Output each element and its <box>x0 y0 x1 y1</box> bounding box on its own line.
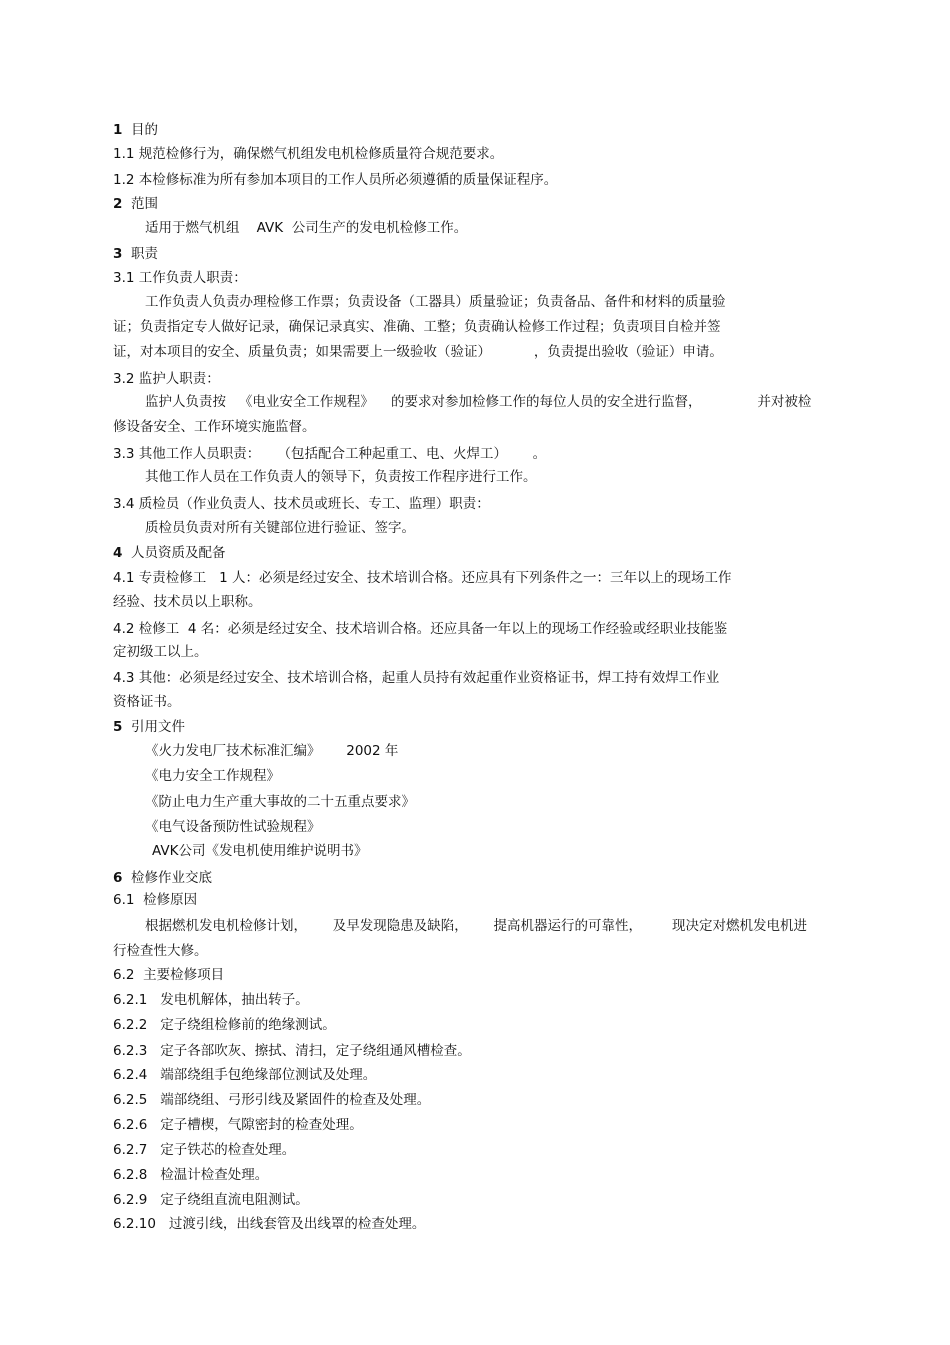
clause-6-1: 6.1 检修原因 <box>113 892 198 908</box>
clause-1-2: 1.2 本检修标准为所有参加本项目的工作人员所必须遵循的质量保证程序。 <box>113 172 558 188</box>
list-item: 6.2.1 发电机解体，抽出转子。 <box>113 992 309 1008</box>
paragraph-line: 监护人负责按 《电业安全工作规程》 的要求对参加检修工作的每位人员的安全进行监督， 并对被检 <box>145 394 812 410</box>
clause-3-2: 3.2 监护人职责： <box>113 371 220 387</box>
list-item: 6.2.2 定子绕组检修前的绝缘测试。 <box>113 1017 336 1033</box>
paragraph-line: 工作负责人负责办理检修工作票；负责设备（工器具）质量验证；负责备品、备件和材料的质量验 <box>145 294 726 310</box>
clause-3-3: 3.3 其他工作人员职责： （包括配合工种起重工、电、火焊工） 。 <box>113 446 547 462</box>
paragraph-line: 经验、技术员以上职称。 <box>113 594 262 610</box>
list-item: 6.2.3 定子各部吹灰、擦拭、清扫，定子绕组通风槽检查。 <box>113 1043 471 1059</box>
list-item: 6.2.5 端部绕组、弓形引线及紧固件的检查及处理。 <box>113 1092 431 1108</box>
list-item: 6.2.7 定子铁芯的检查处理。 <box>113 1142 296 1158</box>
heading-briefing: 6 检修作业交底 <box>113 870 212 886</box>
list-item: 6.2.10 过渡引线，出线套管及出线罩的检查处理。 <box>113 1216 426 1232</box>
reference-item: 《电力安全工作规程》 <box>145 768 280 784</box>
reference-item: 《电气设备预防性试验规程》 <box>145 819 321 835</box>
reference-item: AVK公司《发电机使用维护说明书》 <box>152 843 368 859</box>
heading-scope: 2 范围 <box>113 196 158 212</box>
paragraph-line: 证；负责指定专人做好记录，确保记录真实、准确、工整；负责确认检修工作过程；负责项目自检并签 <box>113 319 721 335</box>
heading-purpose: 1 目的 <box>113 122 158 138</box>
scope-text: 适用于燃气机组 AVK 公司生产的发电机检修工作。 <box>145 220 468 236</box>
clause-4-1: 4.1 专责检修工 1 人：必须是经过安全、技术培训合格。还应具有下列条件之一：三年以上的现场工作 <box>113 570 732 586</box>
reference-item: 《防止电力生产重大事故的二十五重点要求》 <box>145 794 415 810</box>
paragraph-line: 根据燃机发电机检修计划， 及早发现隐患及缺陷， 提高机器运行的可靠性， 现决定对燃机发电机进 <box>145 918 808 934</box>
clause-3-1: 3.1 工作负责人职责： <box>113 270 247 286</box>
clause-3-4: 3.4 质检员（作业负责人、技术员或班长、专工、监理）职责： <box>113 496 490 512</box>
paragraph-line: 行检查性大修。 <box>113 943 208 959</box>
paragraph-line: 质检员负责对所有关键部位进行验证、签字。 <box>145 520 415 536</box>
clause-4-2: 4.2 检修工 4 名：必须是经过安全、技术培训合格。还应具备一年以上的现场工作经验或经职业技能鉴 <box>113 621 728 637</box>
list-item: 6.2.4 端部绕组手包绝缘部位测试及处理。 <box>113 1067 377 1083</box>
clause-1-1: 1.1 规范检修行为，确保燃气机组发电机检修质量符合规范要求。 <box>113 146 504 162</box>
paragraph-line: 资格证书。 <box>113 694 181 710</box>
paragraph-line: 其他工作人员在工作负责人的领导下，负责按工作程序进行工作。 <box>145 469 537 485</box>
heading-references: 5 引用文件 <box>113 719 185 735</box>
heading-duties: 3 职责 <box>113 246 158 262</box>
paragraph-line: 修设备安全、工作环境实施监督。 <box>113 419 316 435</box>
heading-staffing: 4 人员资质及配备 <box>113 545 226 561</box>
list-item: 6.2.9 定子绕组直流电阻测试。 <box>113 1192 309 1208</box>
list-item: 6.2.6 定子槽楔，气隙密封的检查处理。 <box>113 1117 363 1133</box>
reference-item: 《火力发电厂技术标准汇编》 2002 年 <box>145 743 399 759</box>
paragraph-line: 证，对本项目的安全、质量负责；如果需要上一级验收（验证） ，负责提出验收（验证）申请。 <box>113 344 723 360</box>
clause-6-2: 6.2 主要检修项目 <box>113 967 225 983</box>
paragraph-line: 定初级工以上。 <box>113 644 208 660</box>
clause-4-3: 4.3 其他：必须是经过安全、技术培训合格，起重人员持有效起重作业资格证书，焊工持有效焊工作业 <box>113 670 720 686</box>
list-item: 6.2.8 检温计检查处理。 <box>113 1167 269 1183</box>
